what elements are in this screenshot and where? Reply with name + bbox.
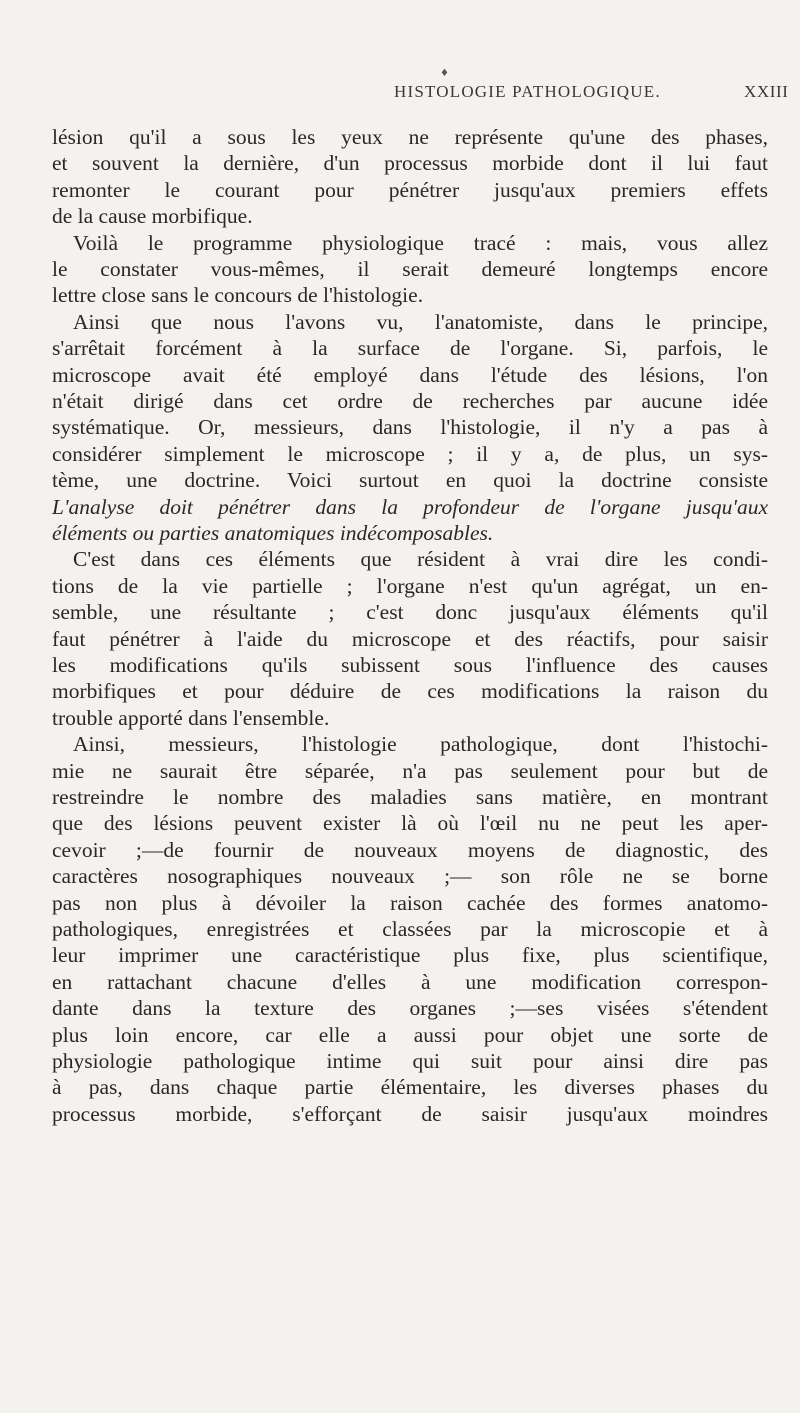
text-line: n'était dirigé dans cet ordre de recherches par aucune idée [52,389,768,413]
text-line-italic: éléments ou parties anatomiques indécomposables. [52,521,494,545]
text-line: le constater vous-mêmes, il serait demeuré longtemps encore [52,257,768,281]
text-line: lettre close sans le concours de l'histologie. [52,283,424,308]
text-line: caractères nosographiques nouveaux ;— son rôle ne se borne [52,864,768,889]
text-line: en rattachant chacune d'elles à une modification correspon- [52,969,768,994]
text-line: Voilà le programme physiologique tracé : mais, vous allez [73,230,768,255]
text-line: dante dans la texture des organes ;—ses visées s'étendent [52,996,768,1021]
text-line: cevoir ;—de fournir de nouveaux moyens de diagnostic, des [52,837,768,862]
text-line: tème, une doctrine. Voici surtout en quoi la doctrine consiste [52,468,768,493]
text-line: Ainsi que nous l'avons vu, l'anatomiste, dans le principe, [73,309,768,334]
text-line: pas non plus à dévoiler la raison cachée des formes anatomo- [52,890,768,915]
text-line: Ainsi, messieurs, l'histologie pathologique, dont l'histochi- [73,732,768,757]
text-line: faut pénétrer à l'aide du microscope et des réactifs, pour saisir [52,626,768,651]
text-line: s'arrêtait forcément à la surface de l'organe. Si, parfois, le [52,336,768,361]
text-line: trouble apporté dans l'ensemble. [52,705,330,730]
text-line: restreindre le nombre des maladies sans matière, en montrant [52,785,768,809]
text-line: de la cause morbifique. [52,204,253,229]
text-line: leur imprimer une caractéristique plus fixe, plus scientifique, [52,943,768,968]
text-line: lésion qu'il a sous les yeux ne représente qu'une des phases, [52,125,768,149]
text-line: systématique. Or, messieurs, dans l'histologie, il n'y a pas à [52,415,768,440]
text-line-italic: L'analyse doit pénétrer dans la profondeur de l'organe jusqu'aux [52,494,768,519]
text-line: considérer simplement le microscope ; il y a, de plus, un sys- [52,441,768,466]
text-line: microscope avait été employé dans l'étude des lésions, l'on [52,362,768,387]
text-line: physiologie pathologique intime qui suit pour ainsi dire pas [52,1049,768,1073]
text-line: plus loin encore, car elle a aussi pour objet une sorte de [52,1022,768,1047]
running-title: HISTOLOGIE PATHOLOGIQUE. [394,82,661,101]
text-line: à pas, dans chaque partie élémentaire, les diverses phases du [52,1075,768,1100]
text-line: C'est dans ces éléments que résident à vrai dire les condi- [73,547,768,572]
text-line: processus morbide, s'efforçant de saisir jusqu'aux moindres [52,1101,768,1126]
page-header [0,82,800,112]
text-line: morbifiques et pour déduire de ces modifications la raison du [52,679,768,704]
text-line: et souvent la dernière, d'un processus morbide dont il lui faut [52,151,768,176]
page-number: XXIII [744,82,789,101]
text-line: mie ne saurait être séparée, n'a pas seulement pour but de [52,758,768,783]
text-line: semble, une résultante ; c'est donc jusqu'aux éléments qu'il [52,600,768,625]
ink-mark: ♦ [440,68,449,79]
text-line: les modifications qu'ils subissent sous l'influence des causes [52,653,768,677]
text-line: pathologiques, enregistrées et classées par la microscopie et à [52,917,768,941]
text-line: remonter le courant pour pénétrer jusqu'aux premiers effets [52,177,768,202]
text-line: tions de la vie partielle ; l'organe n'est qu'un agrégat, un en- [52,573,768,598]
text-line: que des lésions peuvent exister là où l'œil nu ne peut les aper- [52,811,768,836]
